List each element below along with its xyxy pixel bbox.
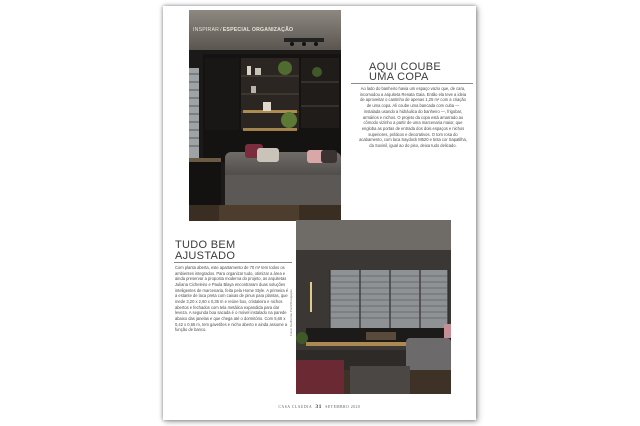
footer-magazine: CASA CLAUDIA <box>278 405 312 409</box>
magazine-page <box>163 6 476 420</box>
section-label <box>193 27 293 33</box>
article1-title-line2: UMA COPA <box>369 71 429 83</box>
article1-title-line1: AQUI COUBE <box>369 61 442 73</box>
article2-title <box>175 240 285 261</box>
article2-title-line2: AJUSTADO <box>175 249 236 262</box>
apartment-illustration <box>296 220 451 394</box>
article2-divider <box>174 262 292 263</box>
living-room-photo <box>189 10 341 221</box>
page-footer <box>163 404 476 410</box>
article2-body: Com planta aberta, este apartamento de 70 m² tem todos os ambientes integrados. Para organizar tudo, otimizar a área e ainda preservar a proposta moderna do projeto, as arquitetas Juliana Cicheleiro e Paula Blaya encontraram duas soluções inteligentes de marcenaria, feita pela Home Style. A primeira é a estante de laca preta com caixas de pinus para plantas, que mede 3,20 x 2,60 x 0,35 m e reúne box, cristaleira e nichos abertos e fechados com tela metálica expandida para dar leveza. A segunda boa sacada é o móvel instalado na parede abaixo das janelas e que chega até o dormitório. Com 5,60 x 0,42 x 0,65 m, tem gavetões e nicho aberto e ainda assume a função de banco. <box>175 265 289 333</box>
page-number: 31 <box>315 404 322 410</box>
article1-divider <box>351 83 473 84</box>
section-label-left: INSPIRAR <box>193 27 220 33</box>
article1-body: Ao lado do banheiro havia um espaço vazio que, de cara, incomodou a arquiteta Renata Gaia. Então ela teve a ideia de aproveitar o cantinho de apenas 1,25 m² com a criação de uma copa. Ali coube uma bancada com cuba — instalada usando a hidráulica do banheiro —, frigobar, armários e nichos. O projeto da copa está amarrado ao cômodo vizinho a partir de uma marcenaria maior, que engloba as portas de entrada dos dois espaços e nichos superiores, práticos e decorativos. O tom rosa do acabamento, com laca Saydock M520 e tinta cor Sapatilha, da Suvinil, igual ao do piso, deixa tudo delicado. <box>359 86 467 149</box>
article2-title-line1: TUDO BEM <box>175 239 236 251</box>
photo-credit: Fotos: Guilherme Pucci/Divulgação <box>289 289 293 336</box>
footer-issue: SETEMBRO 2020 <box>325 405 361 409</box>
living-room-illustration <box>189 10 341 221</box>
section-separator: / <box>220 27 222 33</box>
section-label-right: ESPECIAL ORGANIZAÇÃO <box>222 27 294 33</box>
apartment-photo <box>296 220 451 394</box>
article1-title <box>369 62 471 82</box>
